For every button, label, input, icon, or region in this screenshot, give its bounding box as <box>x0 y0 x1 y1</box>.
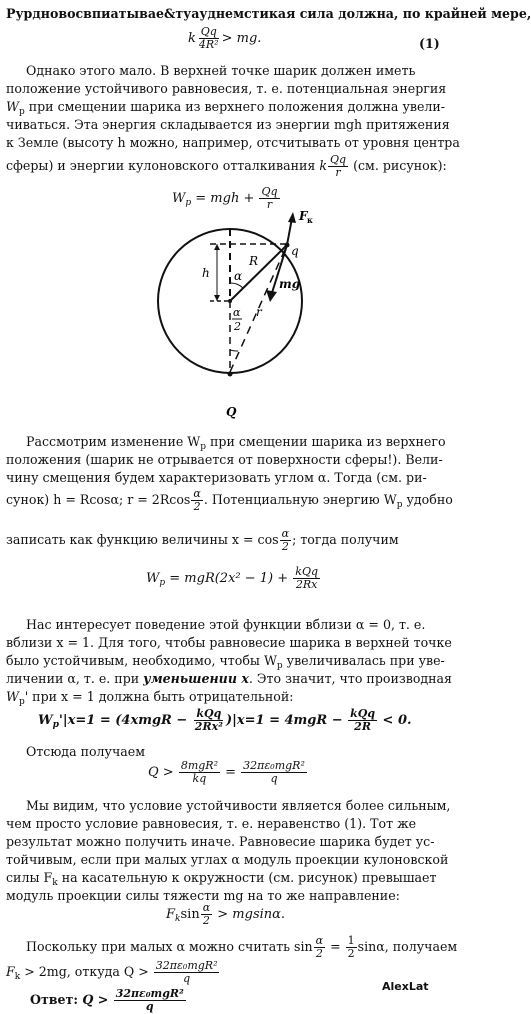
text-line: записать как функцию величины x = cos $\frac{\alpha}{2}$ ; тогда получим <box>6 527 399 553</box>
text-line: чем просто условие равновесия, т. е. неравенство (1). Тот же <box>6 816 417 831</box>
text-line: результат можно получить иначе. Равновесие шарика будет ус- <box>6 834 435 849</box>
label-fk: F <box>299 209 308 223</box>
text-line: положения (шарик не отрывается от поверхности сферы!). Вели- <box>6 452 443 467</box>
label-h: h <box>202 266 210 280</box>
text-line: чиваться. Эта энергия складывается из энергии mgh притяжения <box>6 117 450 132</box>
text-line: к Земле (высоту h можно, например, отсчитывать от уровня центра <box>6 135 460 150</box>
text-line: было устойчивым, необходимо, чтобы $W_р$ увеличивалась при уве- <box>6 653 445 671</box>
equation-6: $F_k\sin$ $\frac{\alpha}{2}$ > mgsinα. <box>166 901 286 927</box>
text-line: Рурдновосвпиатывае&туауднемстикая сила должна, по крайней мере, <box>6 6 531 21</box>
text-line: Отсюда получаем <box>26 744 146 759</box>
text-line: вблизи x = 1. Для того, чтобы равновесие шарика в верхней точке <box>6 635 452 650</box>
text-line: положение устойчивого равновесия, т. е. потенциальная энергия <box>6 81 447 96</box>
label-half-alpha: α <box>233 306 241 319</box>
svg-text:к: к <box>307 215 313 225</box>
sphere-diagram <box>150 208 320 418</box>
equation-number: (1) <box>419 36 440 51</box>
label-Q: Q <box>226 405 237 419</box>
text-line: Однако этого мало. В верхней точке шарик должен иметь <box>26 63 416 78</box>
text-line: тойчивым, если при малых углах α модуль проекции кулоновской <box>6 852 449 867</box>
text-line: Рассмотрим изменение $W_р$ при смещении шарика из верхнего <box>26 434 446 452</box>
text-line: $W_р'$ при x = 1 должна быть отрицательной: <box>6 689 294 707</box>
svg-text:2: 2 <box>234 320 241 333</box>
equation-3: $W_р = mgR(2x^2 - 1)$ + $\frac{\text{kQq}}{2Rx}$ <box>146 565 319 591</box>
label-q: q <box>291 244 299 258</box>
label-r: r <box>256 305 262 319</box>
charge-q-point <box>285 243 290 248</box>
label-alpha: α <box>234 269 243 283</box>
text-line: Мы видим, что условие устойчивости является более сильным, <box>26 798 451 813</box>
label-mg: mg <box>279 277 301 291</box>
equation-5: Q > $\frac{\text{8mgR²}}{kq}$ = $\frac{\text{32πε₀mgR²}}{q}$ <box>148 759 305 785</box>
text-line: сунок) h = Rcosα; r = 2Rcos $\frac{\alpha}{2}$ . Потенциальную энергию $W_р$ удобно <box>6 487 453 513</box>
text-line: $F_k > 2mg$, откуда Q > $\frac{\text{32πε₀mgR²}}{q}$ <box>6 959 218 985</box>
equation-1: k $\frac{Qq}{\text{4R²}}$ > mg. <box>188 25 262 51</box>
label-R: R <box>249 254 259 268</box>
text-line: $W_р$ при смещении шарика из верхнего положения должна увели- <box>6 99 446 117</box>
text-line: модуль проекции силы тяжести mg на то же направление: <box>6 888 400 903</box>
text-line: сферы) и энергии кулоновского отталкивания k $\frac{Qq}{r}$ (см. рисунок): <box>6 153 447 179</box>
equation-2: $W_р$ = mgh + $\frac{Qq}{r}$ <box>172 185 278 211</box>
text-line: чину смещения будем характеризовать углом α. Тогда (см. ри- <box>6 470 427 485</box>
text-line: Нас интересует поведение этой функции вблизи α = 0, т. е. <box>26 617 426 632</box>
text-line: силы $F_k$ на касательную к окружности (см. рисунок) превышает <box>6 870 437 888</box>
answer-line: Ответ: Q > $\frac{\text{32πε₀mgR²}}{q}$ <box>30 987 184 1013</box>
equation-4: $W_р'|x=1$ = (4xmgR − $\frac{\text{kQq}}{\text{2Rx²}}$ )|x=1 = 4mgR − $\frac{\text{kQq}}{2R}$ < 0. <box>38 707 412 733</box>
text-line: Поскольку при малых α можно считать sin $\frac{\alpha}{2}$ = $\frac{1}{2}$ sinα, получаем <box>26 934 458 960</box>
text-line: личении α, т. е. при уменьшении x. Это значит, что производная <box>6 671 453 686</box>
signature-watermark: AlexLat <box>382 980 429 993</box>
